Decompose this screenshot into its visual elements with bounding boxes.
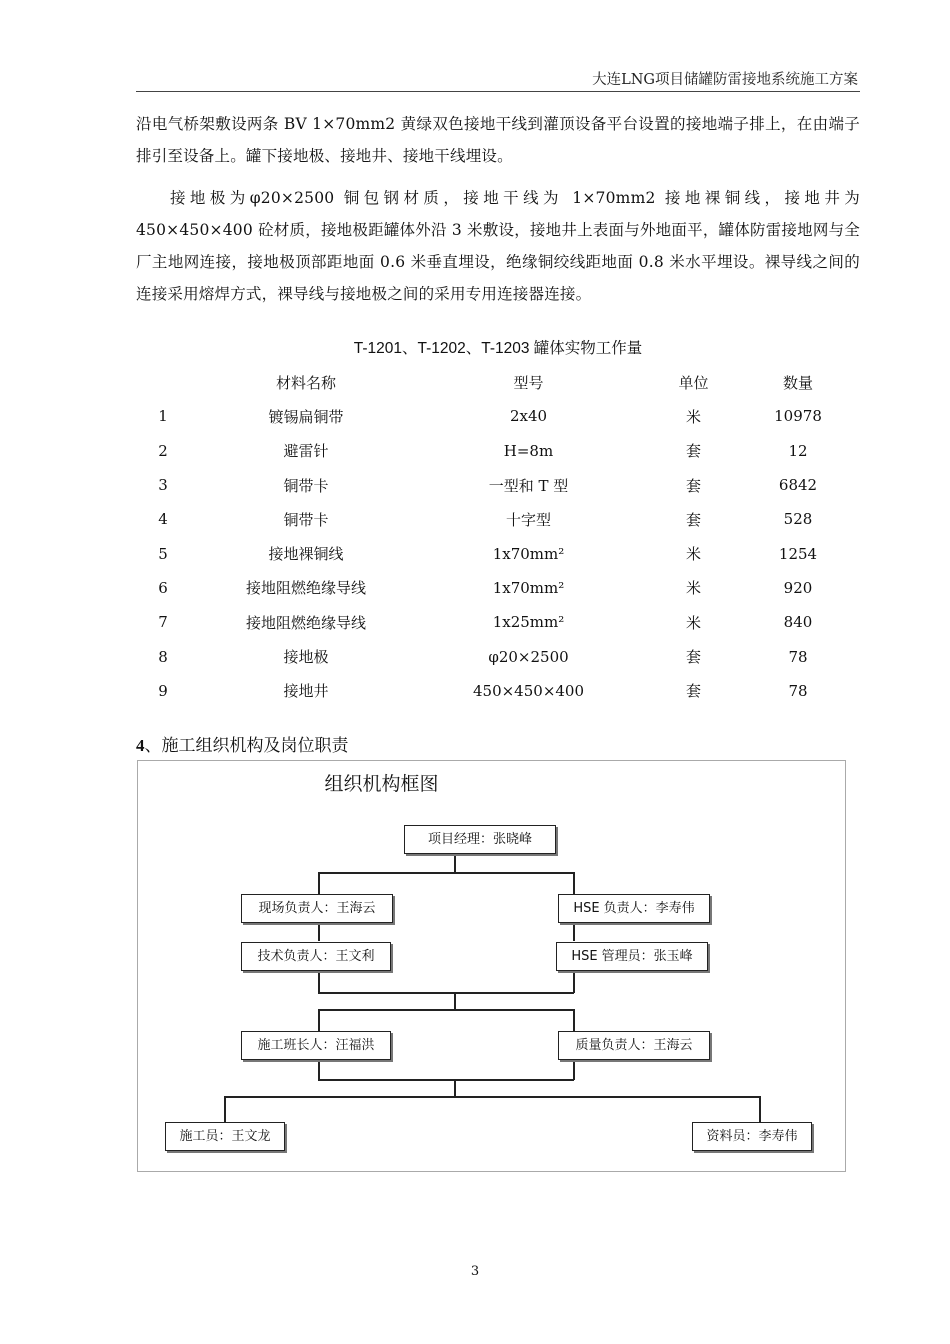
header-rule — [136, 91, 860, 92]
connector-line — [318, 1009, 574, 1011]
material-name: 铜带卡 — [283, 510, 329, 529]
node-site-lead: 现场负责人：王海云 — [241, 894, 393, 923]
material-name: 接地井 — [283, 682, 329, 701]
org-chart-title-text: 组织机构框图 — [324, 773, 439, 795]
connector-line — [573, 971, 575, 993]
model: 450×450×400 — [472, 681, 585, 700]
material-name: 镀锡扁铜带 — [268, 407, 344, 426]
connector-line — [573, 872, 575, 894]
connector-line — [318, 992, 574, 994]
material-name: 接地极 — [283, 648, 329, 667]
org-chart-title — [138, 769, 845, 796]
row-index: 6 — [158, 578, 168, 597]
connector-line — [573, 1060, 575, 1080]
row-index: 1 — [158, 407, 168, 426]
material-name: 接地裸铜线 — [268, 545, 344, 564]
model: H=8m — [503, 441, 554, 460]
node-construction-worker: 施工员：王文龙 — [165, 1122, 285, 1151]
table-row — [120, 674, 860, 708]
paragraph-grounding-electrode: 接地极为φ20×2500 铜包钢材质，接地干线为 1×70mm2 接地裸铜线，接地井为 450×450×400 砼材质，接地极距罐体外沿 3 米敷设，接地井上表面与外地面平，罐体防雷接地网与全厂主地网连接，接地极顶部距地面 0.6 米垂直埋设，绝缘铜绞线距地面 0.8 米水平埋设。裸导线之间的连接采用熔焊方式，裸导线与接地极之间的采用专用连接器连接。 — [136, 189, 860, 303]
connector-line — [318, 1060, 320, 1080]
row-index: 4 — [158, 510, 168, 529]
section-title: 、施工组织机构及岗位职责 — [144, 736, 349, 756]
unit: 套 — [685, 442, 701, 461]
table-row — [120, 434, 860, 468]
node-document-clerk: 资料员：李寿伟 — [692, 1122, 812, 1151]
node-project-manager: 项目经理：张晓峰 — [404, 825, 556, 854]
connector-line — [573, 923, 575, 941]
quantity-table — [120, 365, 860, 708]
table-row — [120, 468, 860, 502]
connector-line — [318, 872, 320, 894]
connector-line — [318, 923, 320, 941]
running-header: 大连LNG项目储罐防雷接地系统施工方案 — [592, 72, 858, 88]
connector-line — [224, 1096, 760, 1098]
row-index: 5 — [158, 544, 168, 563]
unit: 米 — [685, 579, 701, 598]
connector-line — [454, 992, 456, 1010]
quantity: 528 — [783, 510, 813, 529]
node-hse-manager: HSE 管理员：张玉峰 — [556, 942, 708, 971]
model: 1x70mm² — [492, 578, 565, 597]
quantity: 1254 — [778, 544, 818, 563]
model: 2x40 — [509, 407, 548, 426]
quantity: 840 — [783, 613, 813, 632]
column-header-quantity: 数量 — [782, 373, 813, 392]
model: 一型和 T 型 — [488, 476, 569, 495]
material-name: 接地阻燃绝缘导线 — [245, 613, 366, 632]
quantity: 6842 — [778, 476, 818, 495]
connector-line — [318, 1079, 574, 1081]
node-quality-lead: 质量负责人：王海云 — [558, 1031, 710, 1060]
section-number: 4 — [136, 736, 145, 755]
unit: 米 — [685, 613, 701, 632]
row-index: 8 — [158, 647, 168, 666]
unit: 米 — [685, 545, 701, 564]
node-technical-lead: 技术负责人：王文利 — [241, 942, 391, 971]
connector-line — [224, 1096, 226, 1122]
page-number: 3 — [470, 1264, 480, 1279]
quantity: 12 — [788, 441, 808, 460]
table-header-row — [120, 365, 860, 399]
connector-line — [454, 853, 456, 873]
unit: 套 — [685, 648, 701, 667]
connector-line — [759, 1096, 761, 1122]
table-row — [120, 605, 860, 639]
org-chart — [137, 760, 846, 1172]
material-name: 避雷针 — [283, 442, 329, 461]
connector-line — [573, 1009, 575, 1031]
model: 1x25mm² — [492, 613, 565, 632]
table-caption: T-1201、T-1202、T-1203 罐体实物工作量 — [353, 340, 643, 357]
table-row — [120, 571, 860, 605]
quantity: 78 — [788, 681, 808, 700]
section-heading — [136, 731, 349, 756]
unit: 套 — [685, 476, 701, 495]
node-hse-lead: HSE 负责人：李寿伟 — [558, 894, 710, 923]
quantity: 78 — [788, 647, 808, 666]
table-row — [120, 399, 860, 433]
connector-line — [454, 1079, 456, 1097]
connector-line — [318, 1009, 320, 1031]
node-foreman: 施工班长人：汪福洪 — [241, 1031, 391, 1060]
unit: 米 — [685, 407, 701, 426]
row-index: 9 — [158, 681, 168, 700]
column-header-unit: 单位 — [678, 373, 709, 392]
row-index: 3 — [158, 476, 168, 495]
model: 1x70mm² — [492, 544, 565, 563]
row-index: 2 — [158, 441, 168, 460]
table-row — [120, 639, 860, 673]
material-name: 铜带卡 — [283, 476, 329, 495]
model: φ20×2500 — [488, 647, 569, 666]
column-header-model: 型号 — [513, 373, 544, 392]
quantity: 920 — [783, 578, 813, 597]
quantity: 10978 — [774, 407, 822, 426]
column-header — [120, 365, 206, 399]
material-name: 接地阻燃绝缘导线 — [245, 579, 366, 598]
table-row — [120, 536, 860, 570]
row-index: 7 — [158, 613, 168, 632]
column-header-material: 材料名称 — [275, 373, 336, 392]
connector-line — [318, 971, 320, 993]
connector-line — [318, 872, 574, 874]
table-row — [120, 502, 860, 536]
paragraph-grounding-trunk: 沿电气桥架敷设两条 BV 1×70mm2 黄绿双色接地干线到灌顶设备平台设置的接地端子排上，在由端子排引至设备上。罐下接地极、接地井、接地干线埋设。 — [136, 115, 860, 165]
unit: 套 — [685, 510, 701, 529]
unit: 套 — [685, 682, 701, 701]
model: 十字型 — [505, 510, 551, 529]
